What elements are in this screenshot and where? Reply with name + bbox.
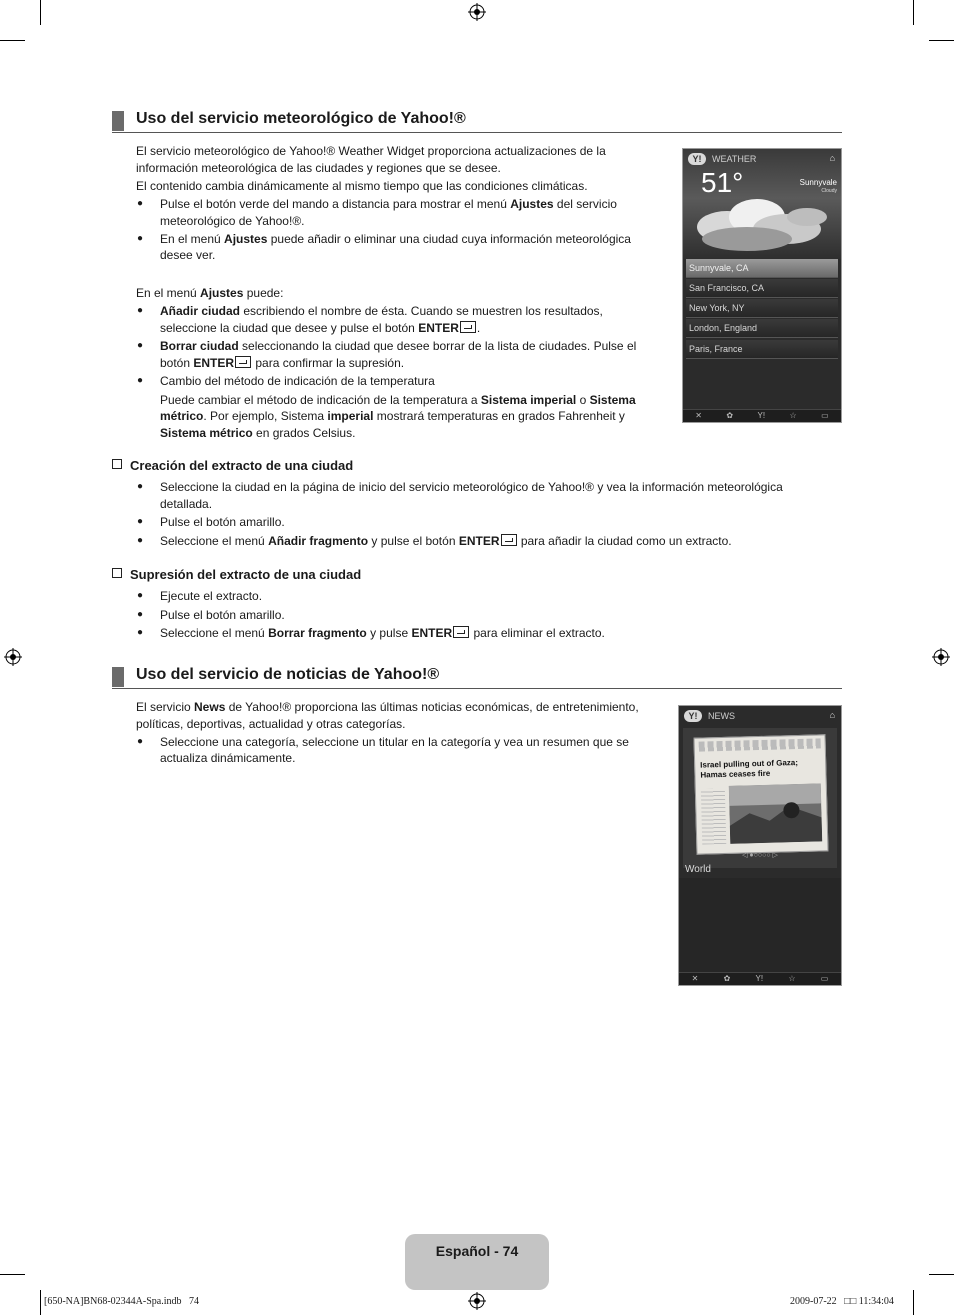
condition: Cloudy <box>821 188 837 194</box>
keyboard-icon[interactable]: ▭ <box>820 974 829 983</box>
temperature: 51° <box>701 167 744 198</box>
temperature-method-line-1: Puede cambiar el método de indicación de la temperatura a Sistema imperial o Sistema <box>160 393 636 407</box>
star-icon[interactable]: ☆ <box>788 974 796 983</box>
create-step-2: Pulse el botón amarillo. <box>160 515 285 529</box>
temperature-method-line-3: Sistema métrico en grados Celsius. <box>160 426 356 440</box>
crop-mark <box>929 40 954 41</box>
delete-step-3: Seleccione el menú Borrar fragmento y pulse ENTER para eliminar el extracto. <box>160 626 605 640</box>
weather-bullet-1: Pulse el botón verde del mando a distancia para mostrar el menú Ajustes del servicio <box>160 197 617 211</box>
settings-icon[interactable]: ✿ <box>726 411 734 420</box>
crop-mark <box>0 40 25 41</box>
checkbox-icon <box>112 568 122 578</box>
crop-mark <box>913 1290 914 1315</box>
enter-key-icon <box>501 534 517 546</box>
city-item[interactable]: New York, NY <box>686 299 838 318</box>
news-widget <box>678 705 842 986</box>
subsection-title-delete: Supresión del extracto de una ciudad <box>112 567 361 582</box>
enter-key-icon <box>460 321 476 333</box>
delete-city-item-cont: botón ENTER para confirmar la supresión. <box>160 356 405 370</box>
page-indicator[interactable]: ◁ ●○○○○ ▷ <box>742 852 778 859</box>
add-city-item-cont: seleccione la ciudad que desee y pulse el botón ENTER . <box>160 321 481 335</box>
weather-bullet-2: En el menú Ajustes puede añadir o eliminar una ciudad cuya información meteorológica <box>160 232 631 246</box>
news-list-area <box>679 878 841 972</box>
checkbox-icon <box>112 459 122 469</box>
temperature-method-item: Cambio del método de indicación de la temperatura <box>160 374 435 388</box>
temperature-method-line-2: métrico. Por ejemplo, Sistema imperial mostrará temperaturas en grados Fahrenheit y <box>160 409 625 423</box>
article-text-lines <box>701 788 726 845</box>
weather-widget <box>682 148 842 423</box>
news-bullet-1-cont: actualiza dinámicamente. <box>160 751 296 765</box>
news-category[interactable]: World <box>685 864 711 875</box>
add-city-item: Añadir ciudad escribiendo el nombre de ésta. Cuando se muestren los resultados, <box>160 304 603 318</box>
registration-mark-icon <box>932 648 950 666</box>
delete-city-item: Borrar ciudad seleccionando la ciudad que desee borrar de la lista de ciudades. Pulse el <box>160 339 637 353</box>
section-title-text: Uso del servicio meteorológico de Yahoo!® <box>136 110 466 127</box>
bullet: ● <box>137 516 144 527</box>
newspaper-masthead <box>699 738 821 751</box>
star-icon[interactable]: ☆ <box>789 411 797 420</box>
crop-mark <box>40 1290 41 1315</box>
city-item[interactable]: San Francisco, CA <box>686 279 838 298</box>
settings-menu-intro: En el menú Ajustes puede: <box>136 286 284 300</box>
widget-toolbar <box>683 409 841 422</box>
news-intro-line-1: El servicio News de Yahoo!® proporciona las últimas noticias económicas, de entretenimiento, <box>136 700 639 714</box>
bullet: ● <box>137 305 144 316</box>
weather-intro-line-1: El servicio meteorológico de Yahoo!® Weather Widget proporciona actualizaciones de la <box>136 144 606 158</box>
news-intro-line-2: políticas, deportivas, actualidad y otras categorías. <box>136 717 406 731</box>
yahoo-icon[interactable]: Y! <box>757 411 766 420</box>
subsection-title-create: Creación del extracto de una ciudad <box>112 458 353 473</box>
home-icon[interactable]: ⌂ <box>829 710 835 720</box>
create-step-1-cont: detallada. <box>160 497 213 511</box>
widget-toolbar <box>679 972 841 985</box>
create-step-1: Seleccione la ciudad en la página de inicio del servicio meteorológico de Yahoo!® y vea la información meteorológica <box>160 480 783 494</box>
news-bullet-1: Seleccione una categoría, seleccione un titular en la categoría y vea un resumen que se <box>160 735 629 749</box>
city-item[interactable]: Sunnyvale, CA <box>686 259 838 278</box>
section-bar <box>112 111 124 131</box>
page-number: Español - 74 <box>435 1243 519 1259</box>
keyboard-icon[interactable]: ▭ <box>821 411 829 420</box>
section-bar <box>112 667 124 687</box>
create-step-3: Seleccione el menú Añadir fragmento y pulse el botón ENTER para añadir la ciudad como un extracto. <box>160 534 732 548</box>
widget-header <box>683 149 841 169</box>
section-title-text: Uso del servicio de noticias de Yahoo!® <box>136 666 440 683</box>
section-title-news <box>112 666 842 689</box>
bullet: ● <box>137 340 144 351</box>
registration-mark-icon <box>468 3 486 21</box>
bullet: ● <box>137 481 144 492</box>
print-date-info: 2009-07-22 □□ 11:34:04 <box>790 1296 894 1307</box>
enter-key-icon <box>453 626 469 638</box>
weather-intro-line-2: información meteorológica de las ciudades y regiones que se desee. <box>136 161 501 175</box>
yahoo-icon[interactable]: Y! <box>755 974 764 983</box>
crop-mark <box>929 1274 954 1275</box>
bullet: ● <box>137 233 144 244</box>
settings-icon[interactable]: ✿ <box>723 974 731 983</box>
crop-mark <box>913 0 914 25</box>
newspaper-card[interactable] <box>693 734 828 854</box>
bullet: ● <box>137 736 144 747</box>
registration-mark-icon <box>4 648 22 666</box>
bullet: ● <box>137 535 144 546</box>
close-icon[interactable]: ✕ <box>695 411 702 420</box>
delete-step-1: Ejecute el extracto. <box>160 589 263 603</box>
bullet: ● <box>137 609 144 620</box>
crop-mark <box>0 1274 25 1275</box>
bullet: ● <box>137 590 144 601</box>
yahoo-logo: Y! <box>684 710 702 722</box>
page-number-tab <box>405 1234 549 1290</box>
weather-intro-line-3: El contenido cambia dinámicamente al mismo tiempo que las condiciones climáticas. <box>136 179 588 193</box>
bullet: ● <box>137 198 144 209</box>
widget-title: WEATHER <box>712 154 757 164</box>
section-title-weather <box>112 110 842 133</box>
crop-mark <box>40 0 41 25</box>
news-headline: Israel pulling out of Gaza; Hamas ceases fire <box>700 758 799 780</box>
yahoo-logo: Y! <box>688 153 706 165</box>
location: Sunnyvale <box>799 178 837 187</box>
delete-step-2: Pulse el botón amarillo. <box>160 608 285 622</box>
news-photo <box>729 783 822 843</box>
print-file-info: [650-NA]BN68-02344A-Spa.indb 74 <box>44 1296 199 1307</box>
registration-mark-icon <box>468 1292 486 1310</box>
widget-title: NEWS <box>708 711 735 721</box>
bullet: ● <box>137 375 144 386</box>
weather-bullet-2-cont: desee ver. <box>160 248 216 262</box>
enter-key-icon <box>235 356 251 368</box>
city-item[interactable]: London, England <box>686 319 838 338</box>
close-icon[interactable]: ✕ <box>691 974 699 983</box>
home-icon[interactable]: ⌂ <box>829 153 835 163</box>
bullet: ● <box>137 627 144 638</box>
widget-header <box>679 706 841 726</box>
weather-bullet-1-cont: meteorológico de Yahoo!®. <box>160 214 305 228</box>
city-item[interactable]: Paris, France <box>686 340 838 359</box>
